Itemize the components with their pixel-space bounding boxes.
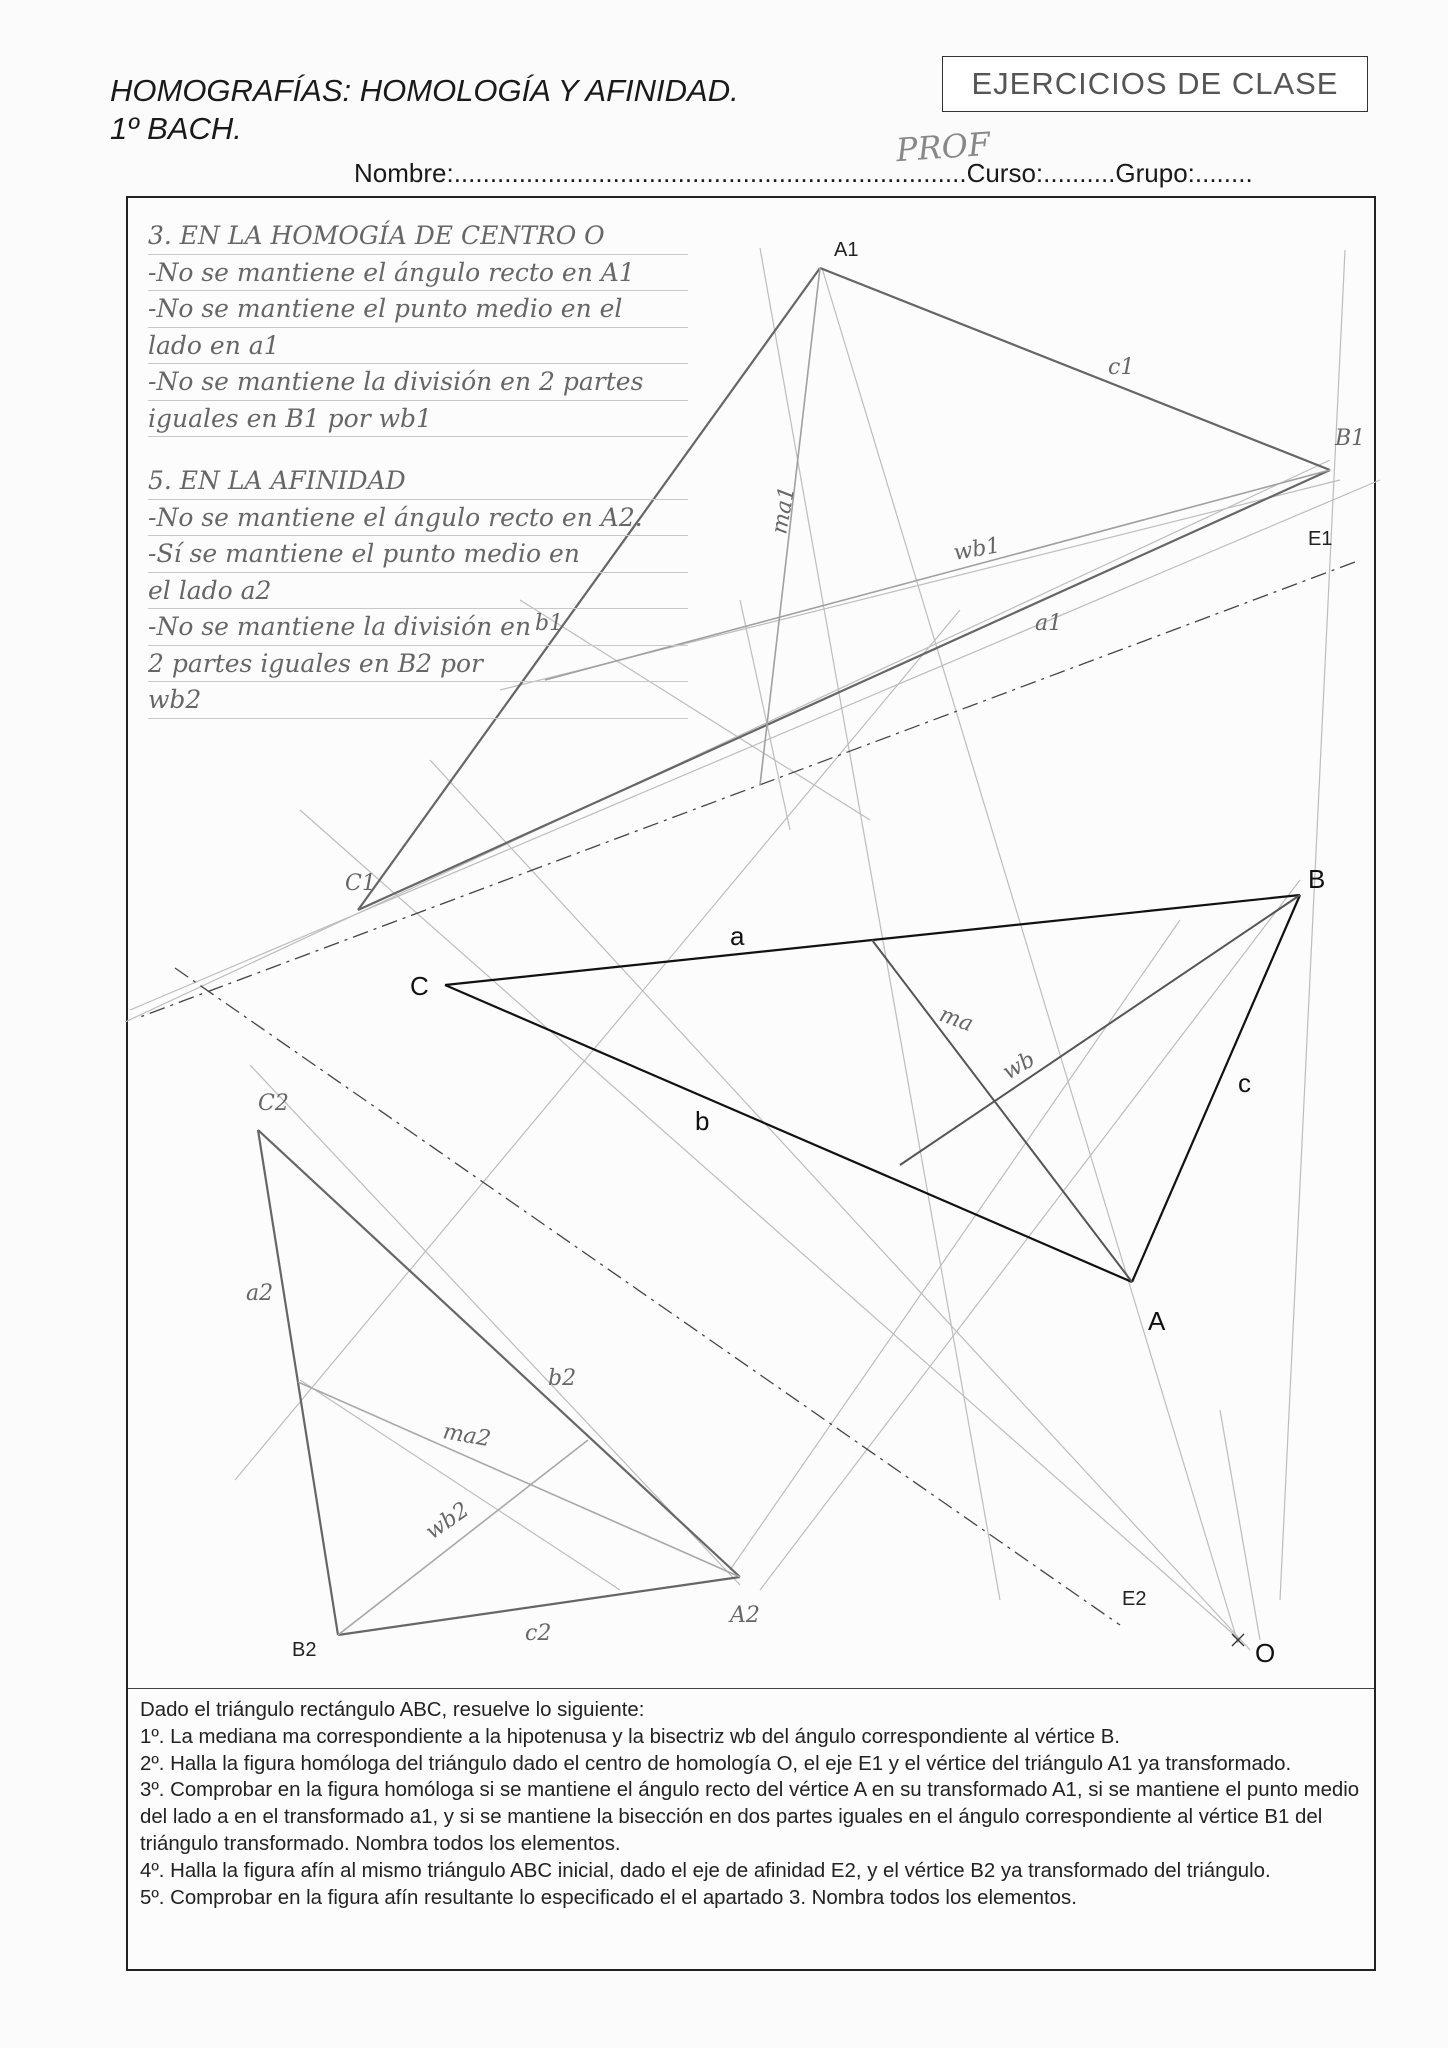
construction-line-11 <box>430 760 1250 1650</box>
statement-step-5: 5º. Comprobar en la figura afín resultante lo especificado el el apartado 3. Nombra todos los elementos. <box>140 1886 1077 1909</box>
note-5-line-2: -No se mantiene el ángulo recto en A2. <box>148 500 688 537</box>
label-side-a1: a1 <box>1035 611 1063 636</box>
label-side-b: b <box>695 1106 710 1136</box>
statement-intro: Dado el triángulo rectángulo ABC, resuelve lo siguiente: <box>140 1699 645 1721</box>
title-line-1: HOMOGRAFÍAS: HOMOLOGÍA Y AFINIDAD. <box>110 73 739 108</box>
note-3-line-2: -No se mantiene el ángulo recto en A1 <box>148 255 688 292</box>
construction-line-14 <box>1220 1410 1260 1640</box>
side-b <box>445 985 1132 1282</box>
handwritten-prof-mark: PROF <box>894 124 992 170</box>
label-median-ma2: ma2 <box>440 1419 493 1453</box>
label-median-ma1: ma1 <box>767 484 801 537</box>
side-c1 <box>820 268 1330 470</box>
statement-step-4: 4º. Halla la figura afín al mismo triángulo ABC inicial, dado el eje de afinidad E2, y el vértice B2 ya transformado del triángulo. <box>140 1859 1271 1882</box>
note-5-line-5: -No se mantiene la división en <box>148 609 688 646</box>
label-vertex-a1: A1 <box>834 239 859 261</box>
bisector-wb2 <box>338 1440 588 1635</box>
label-bisector-wb1: wb1 <box>951 533 1003 566</box>
note-3-line-6: iguales en B1 por wb1 <box>148 401 688 438</box>
construction-line-4 <box>1280 250 1345 1600</box>
construction-line-8 <box>235 610 960 1480</box>
statement-step-2: 2º. Halla la figura homóloga del triángulo dado el centro de homología O, el eje E1 y el vértice del triángulo A1 ya transformado. <box>140 1752 1292 1775</box>
note-3-line-5: -No se mantiene la división en 2 partes <box>148 364 688 401</box>
construction-line-1 <box>760 248 1000 1600</box>
axis-e2 <box>175 968 1120 1625</box>
note-5-line-3: -Sí se mantiene el punto medio en <box>148 536 688 573</box>
label-bisector-wb: wb <box>998 1047 1040 1086</box>
label-side-a2: a2 <box>246 1281 274 1306</box>
label-side-c: c <box>1238 1068 1251 1098</box>
label-vertex-b1: B1 <box>1335 426 1366 451</box>
construction-line-6 <box>250 1065 740 1585</box>
label-vertex-a: A <box>1148 1306 1166 1336</box>
name-course-group-line: Nombre:.......................................................................Curso:..........Grupo:........ <box>354 158 1253 188</box>
label-side-c2: c2 <box>525 1621 552 1646</box>
label-side-b1: b1 <box>535 611 564 636</box>
construction-line-7 <box>300 1380 620 1590</box>
label-center-o: O <box>1255 1638 1276 1668</box>
note-3-line-1: 3. EN LA HOMOGÍA DE CENTRO O <box>148 218 688 255</box>
label-median-ma: ma <box>935 1002 977 1038</box>
title-line-2: 1º BACH. <box>110 111 242 146</box>
label-vertex-c: C <box>410 971 429 1001</box>
label-vertex-a2: A2 <box>730 1603 760 1628</box>
label-side-b2: b2 <box>548 1366 577 1391</box>
label-axis-e1: E1 <box>1308 528 1333 550</box>
exercise-type-badge: EJERCICIOS DE CLASE <box>942 56 1368 112</box>
statement-step-1: 1º. La mediana ma correspondiente a la hipotenusa y la bisectriz wb del ángulo correspondiente al vértice B. <box>140 1725 1120 1748</box>
label-vertex-b2: B2 <box>292 1639 317 1661</box>
label-axis-e2: E2 <box>1122 1588 1147 1610</box>
label-side-c1: c1 <box>1108 355 1135 380</box>
statement-step-3: 3º. Comprobar en la figura homóloga si se mantiene el ángulo recto del vértice A en su transformado A1, si se mantiene el punto medio del lado a en el transformado a1, y si se mantiene la bisección en dos partes iguales en el ángulo correspondiente al vértice B1 del triángulo transformado. Nombra todos los elementos. <box>140 1779 1360 1855</box>
exercise-statement <box>128 1688 1374 1969</box>
label-vertex-c1: C1 <box>345 871 376 896</box>
triangle-a2b2c2 <box>258 1130 740 1635</box>
label-vertex-c2: C2 <box>258 1091 289 1116</box>
median-ma2 <box>298 1382 740 1577</box>
triangle-abc <box>445 895 1300 1282</box>
note-3-line-3: -No se mantiene el punto medio en el <box>148 291 688 328</box>
label-vertex-b: B <box>1308 864 1326 894</box>
label-bisector-wb2: wb2 <box>421 1497 474 1545</box>
note-5-line-4: el lado a2 <box>148 573 688 610</box>
note-5-line-7: wb2 <box>148 682 688 719</box>
note-3-line-4: lado en a1 <box>148 328 688 365</box>
center-o-marker <box>1232 1634 1244 1646</box>
handwritten-notes <box>148 218 688 719</box>
median-ma <box>872 940 1132 1282</box>
construction-line-9 <box>760 880 1300 1590</box>
label-side-a: a <box>730 921 745 951</box>
note-5-line-6: 2 partes iguales en B2 por <box>148 646 688 683</box>
note-5-line-1: 5. EN LA AFINIDAD <box>148 463 688 500</box>
